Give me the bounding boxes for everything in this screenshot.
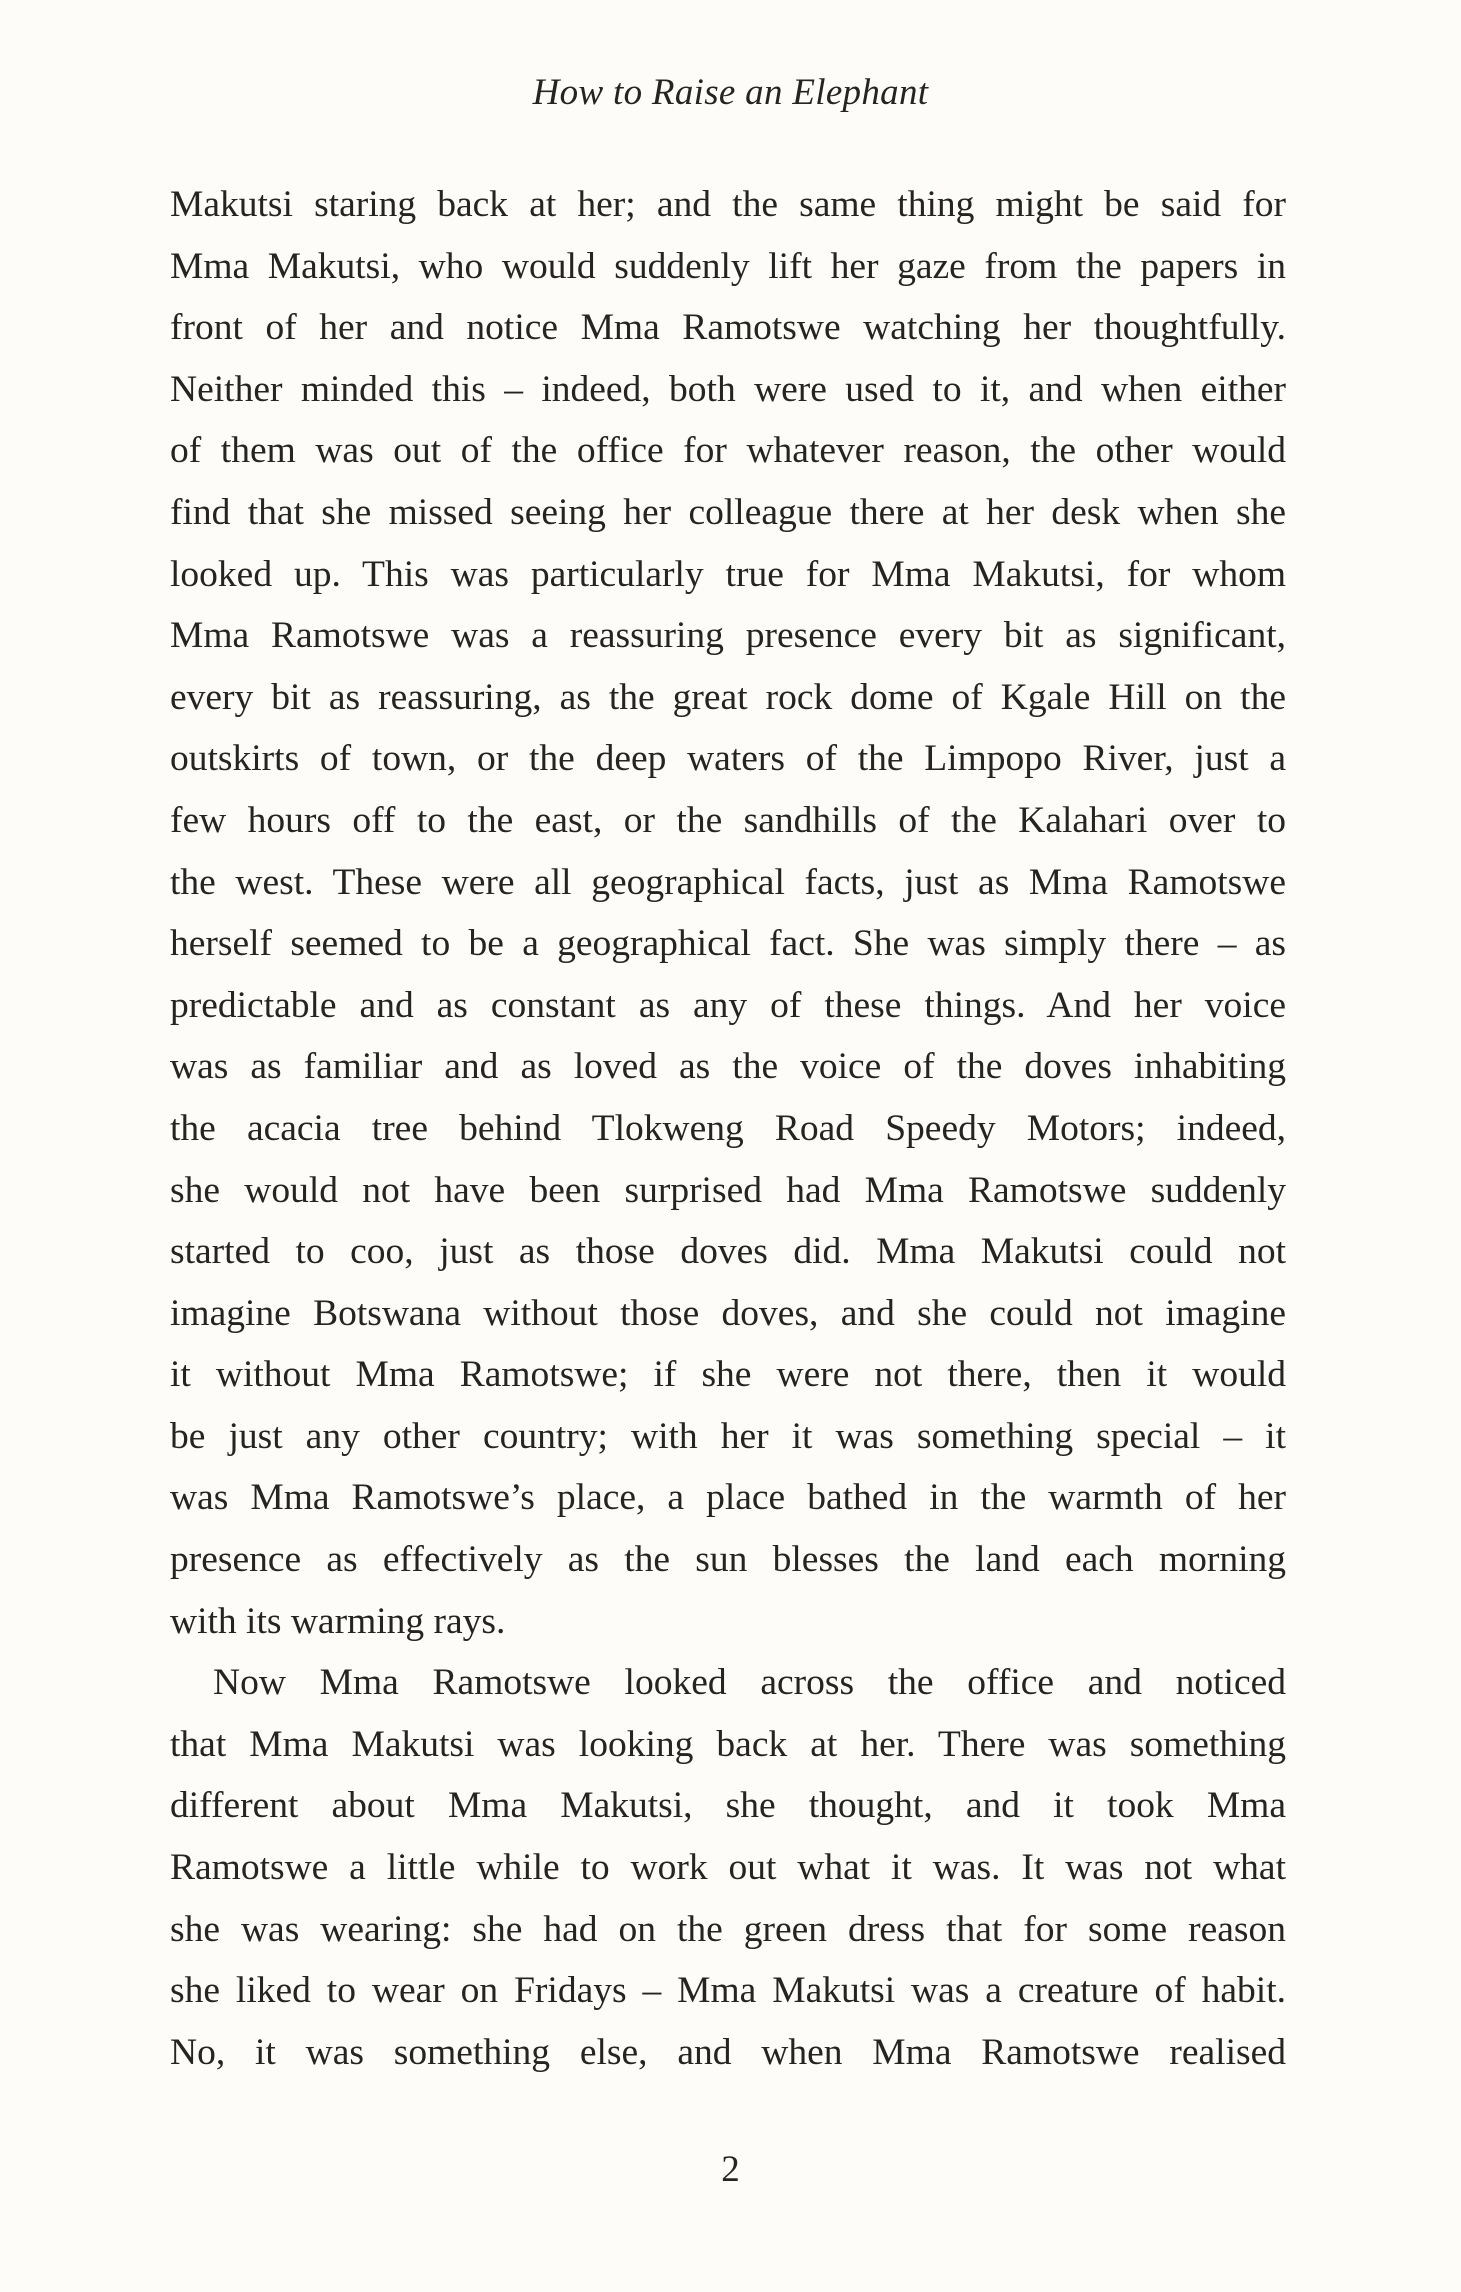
text-line: she was wearing: she had on the green dress that for some reason — [170, 1908, 1286, 1950]
text-line: started to coo, just as those doves did. Mma Makutsi could not — [170, 1231, 1286, 1273]
text-line: the acacia tree behind Tlokweng Road Speedy Motors; indeed, — [170, 1107, 1286, 1149]
running-head: How to Raise an Elephant — [532, 72, 929, 113]
text-line: Mma Ramotswe was a reassuring presence every bit as significant, — [170, 615, 1286, 657]
text-line: that Mma Makutsi was looking back at her. There was something — [170, 1723, 1286, 1765]
text-line: outskirts of town, or the deep waters of the Limpopo River, just a — [170, 738, 1286, 780]
text-line: few hours off to the east, or the sandhills of the Kalahari over to — [170, 799, 1286, 841]
text-line: of them was out of the office for whatever reason, the other would — [170, 430, 1286, 472]
text-line: it without Mma Ramotswe; if she were not there, then it would — [170, 1354, 1286, 1396]
paragraph — [170, 1652, 1286, 2083]
text-line: presence as effectively as the sun blesses the land each morning — [170, 1539, 1286, 1581]
text-line: Now Mma Ramotswe looked across the office and noticed — [213, 1662, 1286, 1704]
text-line: looked up. This was particularly true for Mma Makutsi, for whom — [170, 553, 1286, 595]
text-line: the west. These were all geographical facts, just as Mma Ramotswe — [170, 861, 1286, 903]
text-line: Ramotswe a little while to work out what it was. It was not what — [170, 1847, 1286, 1889]
text-line: Neither minded this – indeed, both were used to it, and when either — [170, 368, 1286, 410]
text-line: find that she missed seeing her colleague there at her desk when she — [170, 491, 1286, 533]
text-line: front of her and notice Mma Ramotswe watching her thoughtfully. — [170, 307, 1286, 349]
text-line: Makutsi staring back at her; and the same thing might be said for — [170, 184, 1286, 225]
text-line: she liked to wear on Fridays – Mma Makutsi was a creature of habit. — [170, 1970, 1286, 2012]
text-line: different about Mma Makutsi, she thought, and it took Mma — [170, 1785, 1286, 1827]
text-line: predictable and as constant as any of these things. And her voice — [170, 984, 1286, 1026]
text-line: she would not have been surprised had Mma Ramotswe suddenly — [170, 1169, 1286, 1211]
body-text — [170, 174, 1286, 2083]
text-line: with its warming rays. — [170, 1600, 506, 1642]
text-line: herself seemed to be a geographical fact. She was simply there – as — [170, 923, 1286, 965]
text-line: be just any other country; with her it was something special – it — [170, 1415, 1286, 1457]
text-line: was as familiar and as loved as the voice of the doves inhabiting — [170, 1046, 1286, 1088]
paragraph — [170, 174, 1286, 1652]
page-number: 2 — [721, 2149, 740, 2190]
text-line: every bit as reassuring, as the great rock dome of Kgale Hill on the — [170, 676, 1286, 718]
text-line: was Mma Ramotswe’s place, a place bathed in the warmth of her — [170, 1477, 1286, 1519]
text-line: imagine Botswana without those doves, and she could not imagine — [170, 1292, 1286, 1334]
text-line: No, it was something else, and when Mma Ramotswe realised — [170, 2031, 1286, 2073]
text-line: Mma Makutsi, who would suddenly lift her gaze from the papers in — [170, 245, 1286, 287]
